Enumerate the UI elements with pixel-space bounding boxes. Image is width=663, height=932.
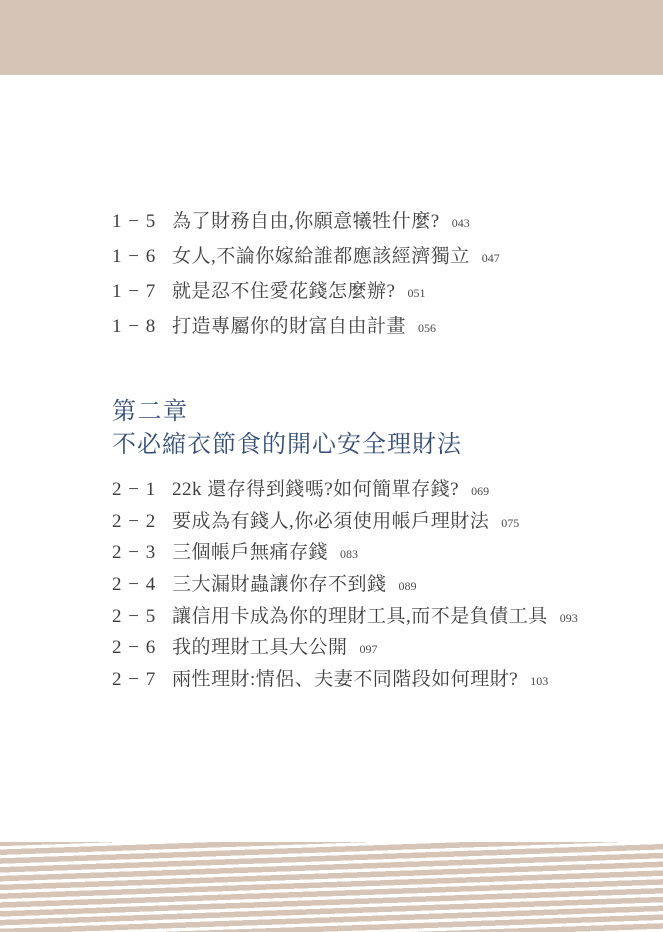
toc-entry: [112, 239, 500, 274]
chapter-number-label: 第二章: [112, 399, 189, 425]
toc-entry-title: 三大漏財蟲讓你存不到錢: [172, 574, 387, 596]
toc-entry-page: 103: [530, 674, 549, 689]
toc-entry-number: 2 − 2: [112, 510, 157, 532]
toc-entry: [112, 569, 578, 601]
toc-entry: [112, 664, 578, 696]
toc-entry-page: 097: [359, 642, 378, 657]
toc-entry-number: 2 − 3: [112, 542, 157, 564]
toc-entry: [112, 309, 500, 344]
toc-entry-number: 2 − 4: [112, 574, 157, 596]
toc-entry: [112, 632, 578, 664]
chapter-title: 不必縮衣節食的開心安全理財法: [112, 432, 462, 458]
toc-entry-title: 打造專屬你的財富自由計畫: [172, 316, 407, 337]
toc-entry: [112, 204, 500, 239]
bottom-stripe-pattern: [0, 842, 663, 932]
toc-entry: [112, 537, 578, 569]
toc-entry-number: 2 − 1: [112, 479, 157, 500]
toc-entry-title: 要成為有錢人,你必須使用帳戶理財法: [172, 510, 490, 532]
toc-entry-page: 093: [559, 610, 578, 625]
toc-entry-page: 051: [407, 286, 426, 300]
toc-entry-page: 083: [340, 547, 359, 562]
chapter-heading: [112, 394, 462, 460]
toc-entry-title: 就是忍不住愛花錢怎麼辦?: [172, 281, 396, 302]
toc-entry: [112, 274, 500, 309]
toc-entry-page: 069: [471, 484, 490, 498]
toc-entry-number: 2 − 5: [112, 605, 157, 627]
toc-entry: [112, 506, 578, 538]
toc-entry: [112, 474, 578, 506]
toc-entry: [112, 601, 578, 633]
toc-entry-page: 089: [398, 579, 417, 594]
toc-entry-title: 為了財務自由,你願意犧牲什麼?: [172, 211, 440, 232]
toc-entry-page: 047: [481, 251, 500, 265]
toc-entry-title: 三個帳戶無痛存錢: [172, 542, 329, 564]
top-color-band: [0, 0, 663, 75]
toc-entry-number: 2 − 6: [112, 637, 157, 659]
toc-entry-number: 1 − 5: [112, 211, 157, 232]
toc-entry-page: 043: [451, 216, 470, 230]
toc-entry-title: 讓信用卡成為你的理財工具,而不是負債工具: [172, 605, 548, 627]
toc-entry-number: 1 − 6: [112, 246, 157, 267]
toc-section-chapter1: [112, 204, 500, 344]
toc-entry-title: 22k 還存得到錢嗎?如何簡單存錢?: [172, 479, 460, 500]
toc-entry-number: 1 − 8: [112, 316, 157, 337]
toc-entry-number: 2 − 7: [112, 669, 157, 691]
toc-entry-title: 女人,不論你嫁給誰都應該經濟獨立: [172, 246, 470, 267]
toc-entry-page: 056: [418, 321, 437, 335]
toc-entry-number: 1 − 7: [112, 281, 157, 302]
toc-entry-page: 075: [501, 515, 520, 530]
toc-section-chapter2: [112, 474, 578, 696]
toc-entry-title: 兩性理財:情侶、夫妻不同階段如何理財?: [172, 669, 519, 691]
toc-entry-title: 我的理財工具大公開: [172, 637, 348, 659]
